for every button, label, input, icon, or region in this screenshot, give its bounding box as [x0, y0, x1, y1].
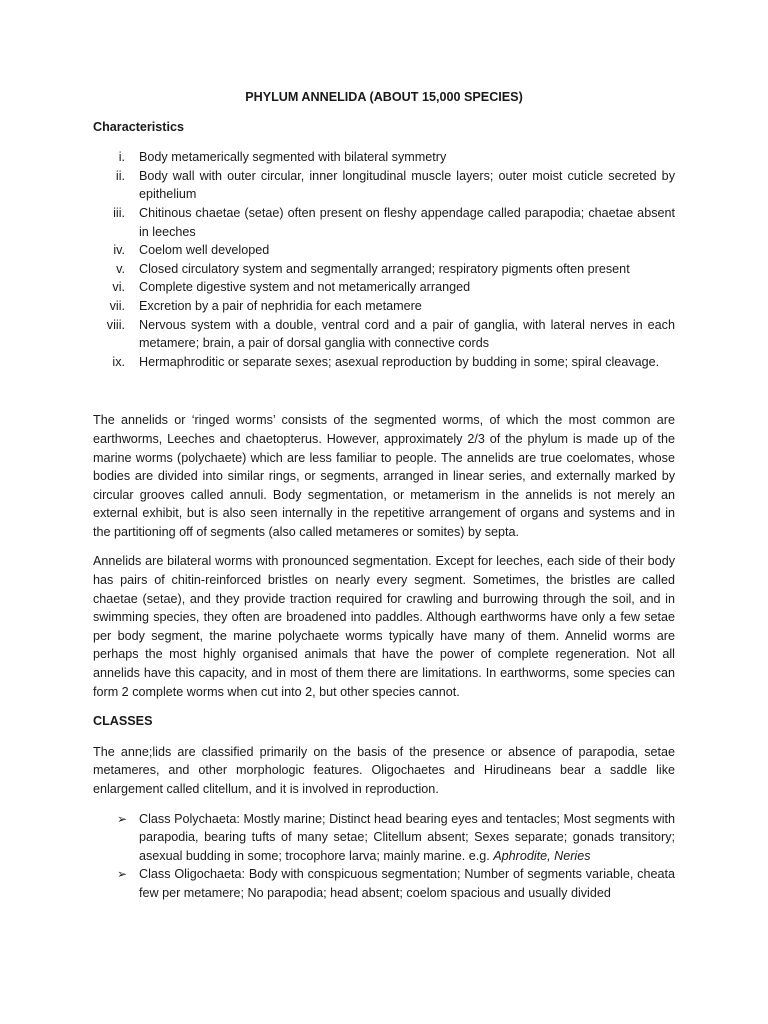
list-number: vi. — [112, 280, 125, 295]
arrow-bullet-icon: ➢ — [117, 867, 128, 882]
body-paragraph: The annelids or ‘ringed worms’ consists of the segmented worms, of which the most common are earthworms, Leeches and chaetopterus. However, approximately 2/3 of the phylum is made up of the marine worms (polychaete) which are less familiar to people. The annelids are true coelomates, whose bodies are divided into similar rings, or segments, arranged in linear series, and externally marked by circular grooves called annuli. Body segmentation, or metamerism in the annelids is not merely an external exhibit, but is also seen internally in the repetitive arrangement of organs and systems and in the partitioning off of segments (also called metameres or somites) by septa. — [93, 413, 675, 539]
list-text: Chitinous chaetae (setae) often present on fleshy appendage called parapodia; chaetae absent in leeches — [139, 205, 675, 239]
list-text: Nervous system with a double, ventral cord and a pair of ganglia, with lateral nerves in each metamere; brain, a pair of dorsal ganglia with connective cords — [139, 317, 675, 351]
list-text: Body metamerically segmented with bilateral symmetry — [139, 150, 447, 165]
list-number: ii. — [115, 168, 125, 183]
class-description: Class Oligochaeta: Body with conspicuous segmentation; Number of segments variable, cheata few per metamere; No parapodia; head absent; coelom spacious and usually divided — [139, 867, 675, 900]
characteristics-heading: Characteristics — [93, 119, 185, 134]
list-item — [93, 204, 675, 241]
list-text: Coelom well developed — [139, 243, 270, 258]
characteristics-list — [93, 148, 675, 371]
list-number: iii. — [113, 205, 125, 220]
list-number: iv. — [113, 243, 125, 258]
list-number: v. — [116, 261, 125, 276]
list-item — [117, 810, 675, 866]
list-number: vii. — [109, 298, 125, 313]
list-item — [93, 241, 675, 260]
class-description: Class Polychaeta: Mostly marine; Distinct head bearing eyes and tentacles; Most segments with parapodia, bearing tufts of many setae; Clitellum absent; Sexes separate; gonads transitory; asexual budding in some; trocophore larva; mainly marine. e.g. — [139, 811, 675, 863]
list-item — [117, 865, 675, 902]
list-item — [93, 297, 675, 316]
arrow-bullet-icon: ➢ — [117, 811, 128, 826]
list-number: ix. — [112, 354, 125, 369]
list-text: Body wall with outer circular, inner longitudinal muscle layers; outer moist cuticle secreted by epithelium — [139, 168, 675, 202]
list-item — [93, 353, 675, 372]
list-text: Complete digestive system and not metamerically arranged — [139, 280, 471, 295]
list-item — [93, 278, 675, 297]
list-item — [93, 260, 675, 279]
classes-intro-paragraph: The anne;lids are classified primarily on the basis of the presence or absence of parapodia, setae metameres, and other morphologic features. Oligochaetes and Hirudineans bear a saddle like enlargement called clitellum, and it is involved in reproduction. — [93, 744, 675, 796]
list-text — [139, 865, 675, 902]
class-example: Aphrodite, Neries — [493, 848, 591, 863]
list-text: Hermaphroditic or separate sexes; asexual reproduction by budding in some; spiral cleavage. — [139, 354, 660, 369]
list-number: viii. — [106, 317, 125, 332]
document-title: PHYLUM ANNELIDA (ABOUT 15,000 SPECIES) — [245, 90, 523, 104]
list-item — [93, 316, 675, 353]
list-text: Closed circulatory system and segmentally arranged; respiratory pigments often present — [139, 261, 630, 276]
classes-heading: CLASSES — [93, 714, 153, 729]
list-item — [93, 148, 675, 167]
list-number: i. — [118, 150, 125, 165]
list-item — [93, 167, 675, 204]
body-paragraph: Annelids are bilateral worms with pronounced segmentation. Except for leeches, each side of their body has pairs of chitin-reinforced bristles on nearly every segment. Sometimes, the bristles are called chaetae (setae), and they provide traction required for crawling and burrowing through the soil, and in swimming species, they often are broadened into paddles. Although earthworms have only a few setae per body segment, the marine polychaete worms typically have many of them. Annelid worms are perhaps the most highly organised animals that have the power of complete regeneration. Not all annelids have this capacity, and in most of them there are limitations. In earthworms, some species can form 2 complete worms when cut into 2, but other species cannot. — [93, 554, 675, 699]
classes-list — [93, 810, 675, 903]
list-text: Excretion by a pair of nephridia for each metamere — [139, 298, 422, 313]
list-text — [139, 810, 675, 866]
